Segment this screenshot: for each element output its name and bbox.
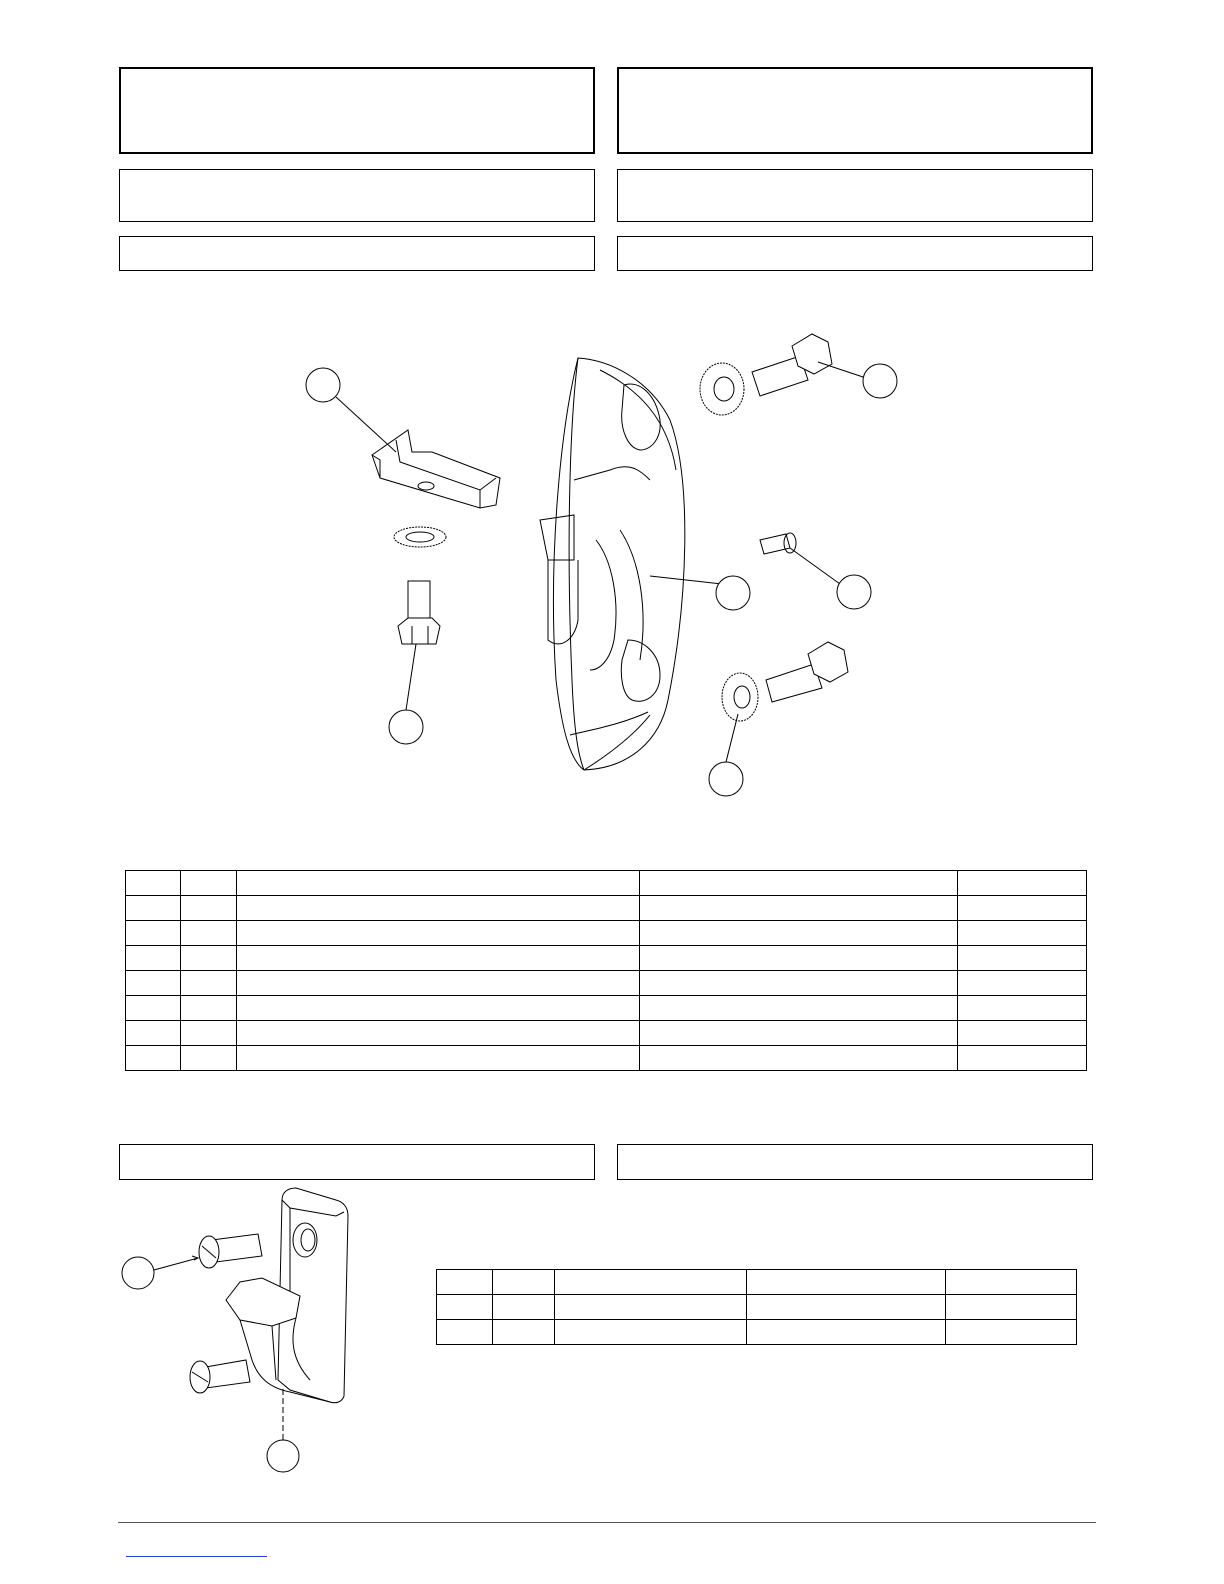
table-row	[437, 1270, 1077, 1295]
screw-lower	[190, 1360, 250, 1393]
detail-callout-circle-1	[122, 1257, 154, 1289]
table-cell	[437, 1295, 493, 1320]
screw-upper	[199, 1234, 262, 1268]
table-cell	[747, 1270, 946, 1295]
table-cell	[555, 1295, 747, 1320]
table-row	[437, 1320, 1077, 1345]
table-cell	[493, 1295, 555, 1320]
table-row	[437, 1295, 1077, 1320]
table-cell	[493, 1320, 555, 1345]
table-cell	[555, 1270, 747, 1295]
table-cell	[437, 1320, 493, 1345]
table-cell	[747, 1295, 946, 1320]
table-cell	[555, 1320, 747, 1345]
table-cell	[747, 1320, 946, 1345]
table-cell	[946, 1270, 1077, 1295]
table-cell	[946, 1320, 1077, 1345]
parts-table-2-body	[437, 1270, 1077, 1345]
parts-table-2	[436, 1269, 1077, 1345]
detail-callout-circle-2	[267, 1440, 299, 1472]
table-cell	[946, 1295, 1077, 1320]
table-cell	[493, 1270, 555, 1295]
table-cell	[437, 1270, 493, 1295]
footer-rule	[118, 1522, 1096, 1523]
footer-link-underline[interactable]	[126, 1556, 267, 1557]
